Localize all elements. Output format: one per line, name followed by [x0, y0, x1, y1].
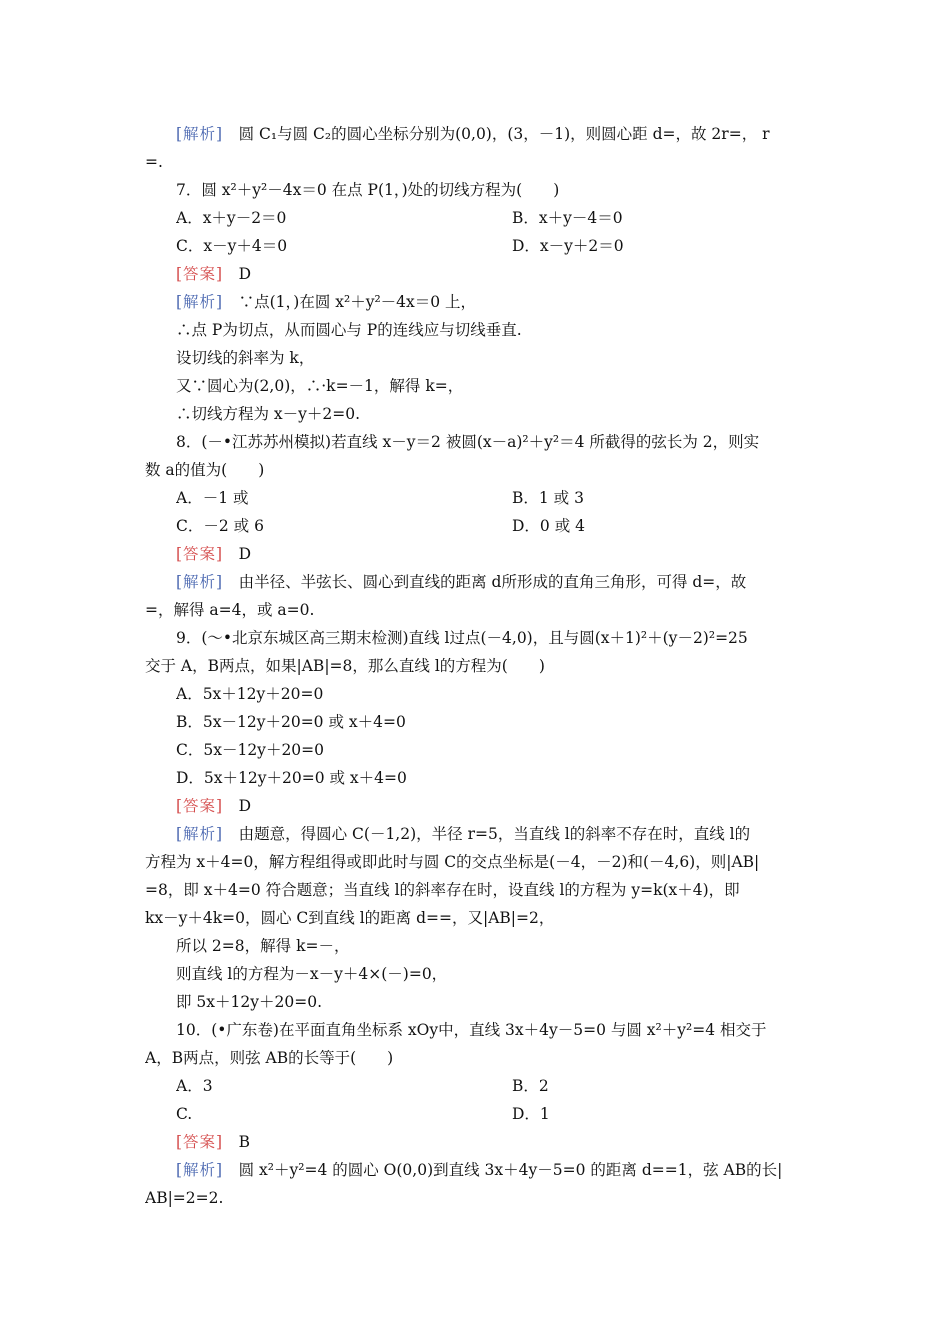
analysis-tag: [解析]	[176, 293, 224, 311]
answer-value: D	[223, 265, 252, 283]
option-b: B．5x－12y＋20=0 或 x＋4=0	[176, 713, 406, 731]
solution-line	[176, 572, 810, 592]
option-c: C．x－y＋4＝0	[176, 237, 288, 255]
solution-line	[176, 1160, 810, 1180]
answer-tag: [答案]	[176, 797, 224, 815]
analysis-tag: [解析]	[176, 573, 224, 591]
text-line: ∴点 P为切点，从而圆心与 P的连线应与切线垂直.	[176, 321, 522, 339]
text-line: =，解得 a=4，或 a=0.	[145, 601, 315, 619]
solution-line	[176, 292, 810, 312]
option-a: A．－1 或	[176, 489, 249, 507]
question-8: 8．(－•江苏苏州模拟)若直线 x－y＝2 被圆(x－a)²＋y²＝4 所截得的弦长为 2，则实	[176, 433, 760, 451]
text-line: AB|=2=2.	[145, 1189, 224, 1207]
answer-line	[176, 264, 810, 284]
text-line: 则直线 l的方程为－x－y＋4×(－)=0，	[176, 965, 448, 983]
analysis-tag: [解析]	[176, 125, 224, 143]
answer-line	[176, 544, 810, 564]
answer-tag: [答案]	[176, 545, 224, 563]
text-line: 所以 2=8，解得 k=－，	[176, 937, 350, 955]
text-line: 又∵圆心为(2,0)，∴·k=－1，解得 k=，	[176, 377, 464, 395]
solution-line	[176, 124, 810, 144]
answer-line	[176, 796, 810, 816]
question-9: 9．(～•北京东城区高三期末检测)直线 l过点(－4,0)，且与圆(x＋1)²＋(y－2)²=25	[176, 629, 748, 647]
line-text: 圆 x²＋y²=4 的圆心 O(0,0)到直线 3x＋4y－5=0 的距离 d==1，弦 AB的长|	[223, 1161, 783, 1179]
answer-line	[176, 1132, 810, 1152]
text-line: 数 a的值为( )	[145, 461, 265, 479]
option-a: A．5x＋12y＋20=0	[176, 685, 324, 703]
option-b: B．2	[512, 1077, 549, 1095]
text-line: 设切线的斜率为 k，	[176, 349, 315, 367]
analysis-tag: [解析]	[176, 825, 224, 843]
option-d: D．0 或 4	[512, 517, 586, 535]
answer-value: D	[223, 797, 252, 815]
option-a: A．3	[176, 1077, 213, 1095]
option-a: A．x＋y－2＝0	[176, 209, 287, 227]
question-7: 7．圆 x²＋y²－4x＝0 在点 P(1，)处的切线方程为( )	[176, 181, 560, 199]
question-10: 10．(•广东卷)在平面直角坐标系 xOy中，直线 3x＋4y－5=0 与圆 x²＋y²=4 相交于	[176, 1021, 767, 1039]
option-c: C．－2 或 6	[176, 517, 264, 535]
answer-value: B	[223, 1133, 250, 1151]
text-line: =8，即 x＋4=0 符合题意；当直线 l的斜率存在时，设直线 l的方程为 y=k(x＋4)，即	[145, 881, 740, 899]
option-b: B．x＋y－4＝0	[512, 209, 623, 227]
solution-line	[176, 824, 810, 844]
text-line: kx－y＋4k=0，圆心 C到直线 l的距离 d==，又|AB|=2，	[145, 909, 555, 927]
line-text: 由题意，得圆心 C(－1,2)，半径 r=5，当直线 l的斜率不存在时，直线 l的	[223, 825, 751, 843]
analysis-tag: [解析]	[176, 1161, 224, 1179]
text-line: 方程为 x＋4=0，解方程组得或即此时与圆 C的交点坐标是(－4，－2)和(－4,6)，则|AB|	[145, 853, 760, 871]
option-c: C．5x－12y＋20=0	[176, 741, 325, 759]
option-d: D．x－y＋2＝0	[512, 237, 624, 255]
line-text: 由半径、半弦长、圆心到直线的距离 d所形成的直角三角形，可得 d=，故	[223, 573, 747, 591]
text-line: A，B两点，则弦 AB的长等于( )	[145, 1049, 394, 1067]
line-text: ∵点(1，)在圆 x²＋y²－4x＝0 上，	[223, 293, 477, 311]
text-line: ∴切线方程为 x－y＋2=0.	[176, 405, 361, 423]
answer-tag: [答案]	[176, 265, 224, 283]
line-text: 圆 C₁与圆 C₂的圆心坐标分别为(0,0)，(3，－1)，则圆心距 d=，故 2r=， r	[223, 125, 770, 143]
answer-value: D	[223, 545, 252, 563]
option-d: D．5x＋12y＋20=0 或 x＋4=0	[176, 769, 407, 787]
option-c: C.	[176, 1105, 193, 1123]
text-line: =.	[145, 153, 163, 171]
option-d: D．1	[512, 1105, 550, 1123]
text-line: 交于 A，B两点，如果|AB|=8，那么直线 l的方程为( )	[145, 657, 545, 675]
answer-tag: [答案]	[176, 1133, 224, 1151]
text-line: 即 5x＋12y＋20=0.	[176, 993, 323, 1011]
option-b: B．1 或 3	[512, 489, 584, 507]
